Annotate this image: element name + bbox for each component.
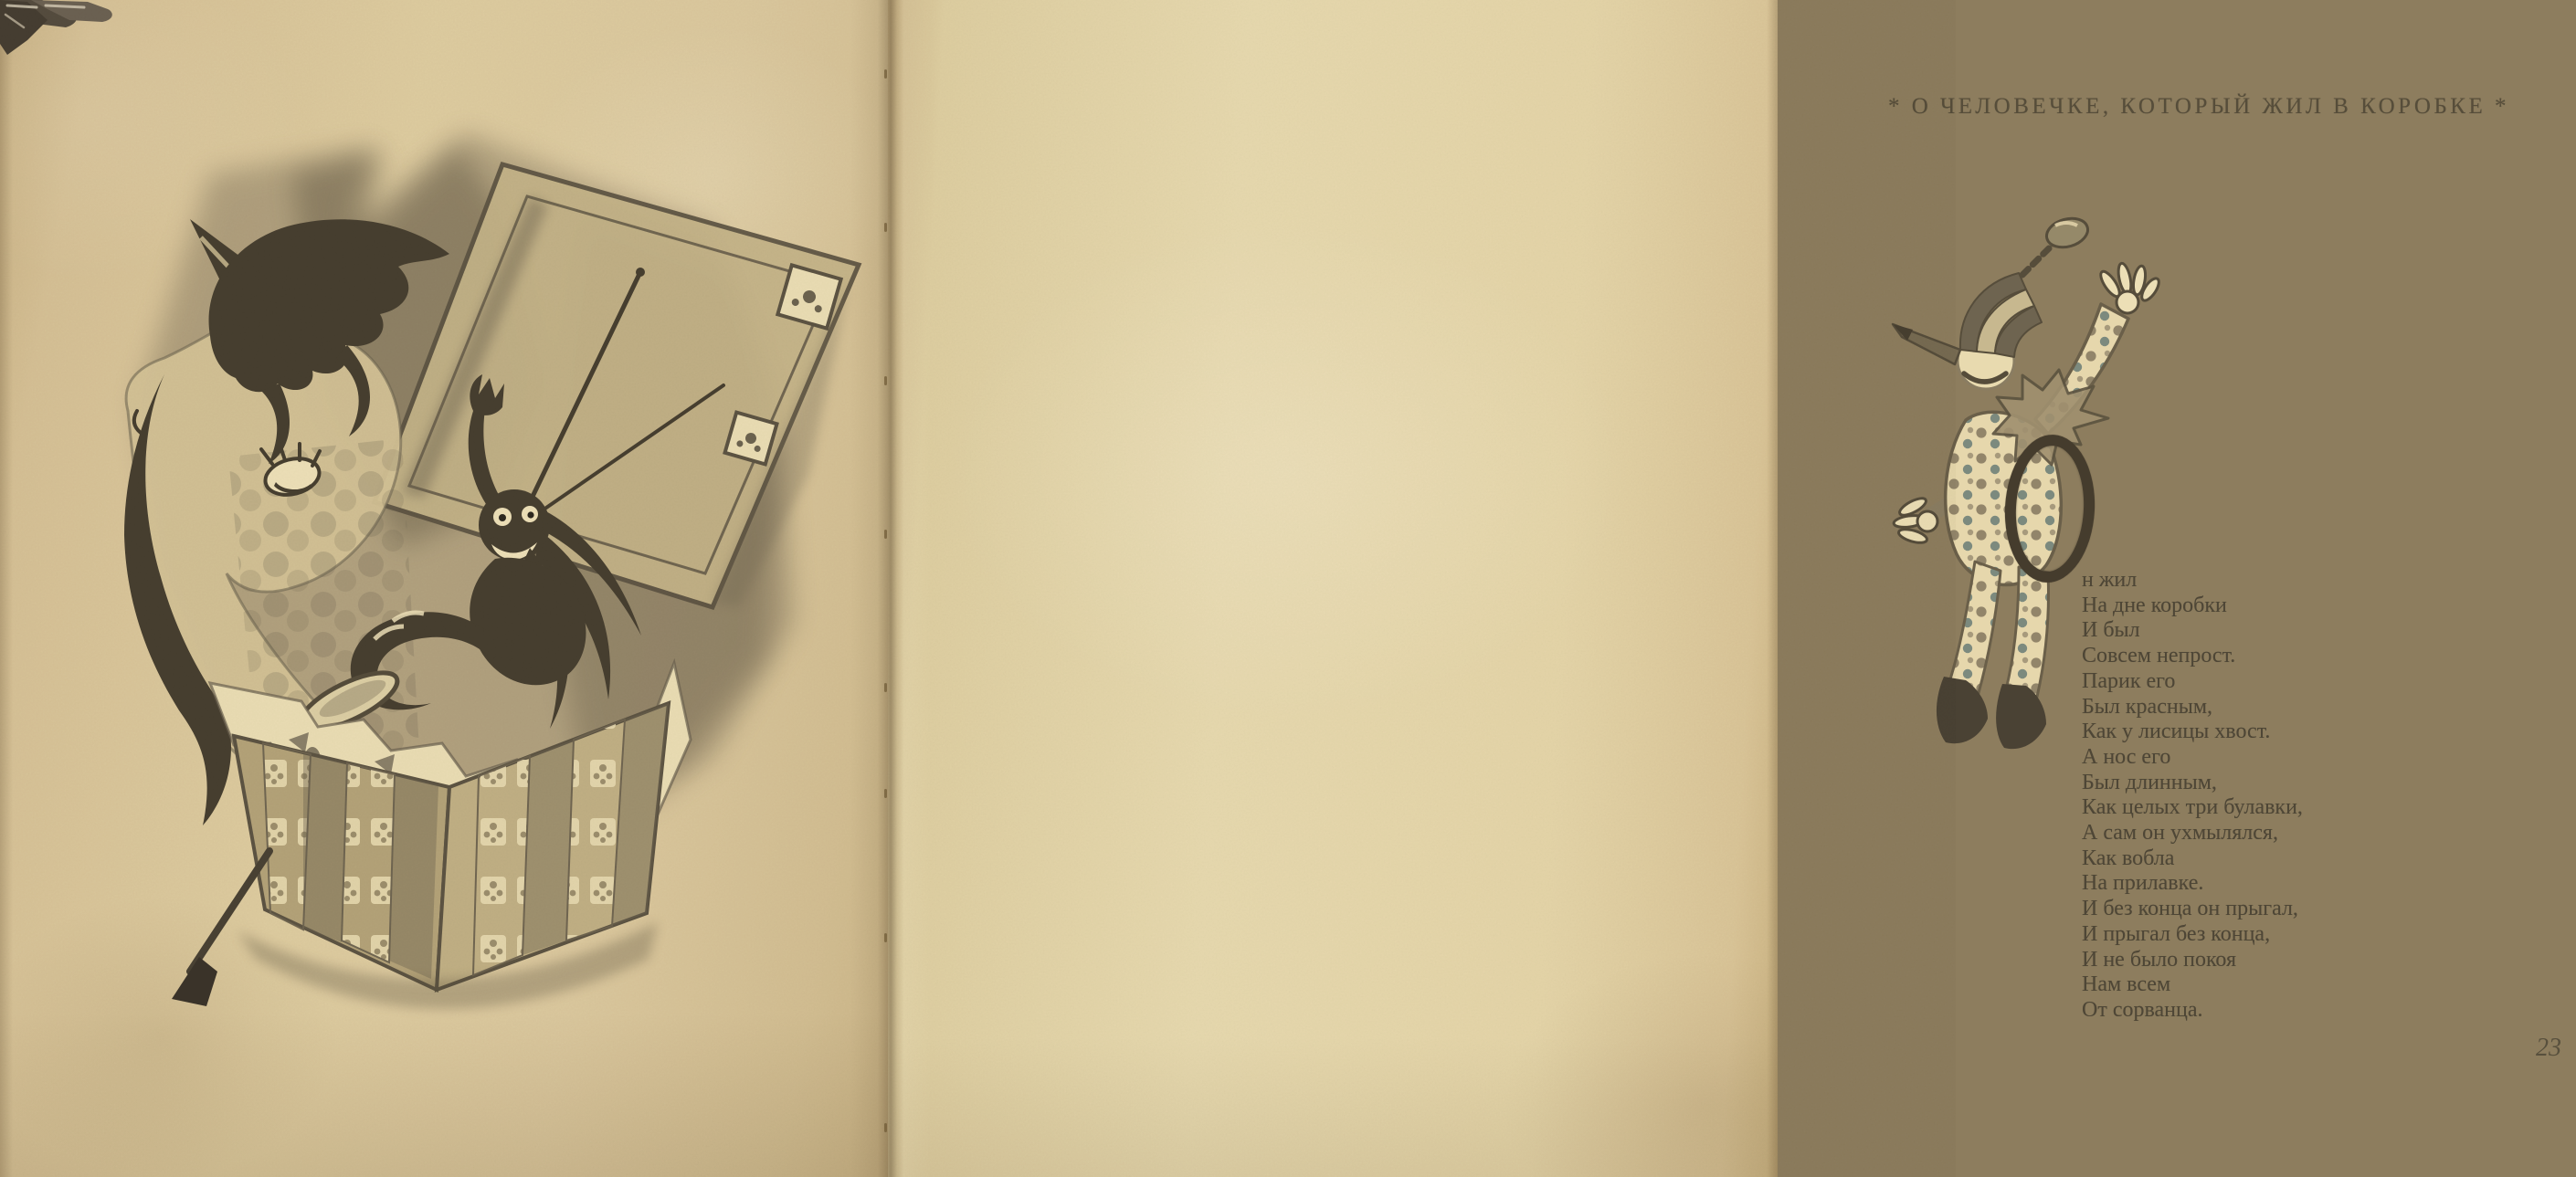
poem-line: От сорванца.	[2082, 997, 2203, 1022]
poem-line: н жил	[2082, 568, 2138, 592]
poem-line: На дне коробки	[2082, 593, 2227, 617]
poem-line: Совсем непрост.	[2082, 644, 2236, 668]
page-title: * О ЧЕЛОВЕЧКЕ, КОТОРЫЙ ЖИЛ В КОРОБКЕ *	[1887, 94, 2509, 119]
right-page	[888, 0, 2561, 1177]
poem	[2082, 568, 2465, 1024]
poem-line: А нос его	[2082, 744, 2171, 769]
clown-nose	[1893, 324, 1960, 364]
poem-line: Нам всем	[2082, 972, 2171, 997]
clown-hat	[1960, 273, 2042, 357]
lid-ornament-square	[777, 265, 840, 328]
umbrella-stick	[172, 851, 269, 1006]
poem-line: Был красным,	[2082, 694, 2213, 719]
jack-in-the-box-illustration	[73, 110, 822, 1023]
page-edge-left	[0, 0, 13, 1177]
poem-line: Был длинным,	[2082, 770, 2217, 794]
poem-line: И был	[2082, 618, 2140, 643]
poem-line: А сам он ухмылялся,	[2082, 821, 2278, 846]
poem-line: На прилавке.	[2082, 871, 2204, 896]
poem-line: Парик его	[2082, 668, 2176, 693]
page-edge-right	[1767, 0, 1778, 1177]
page-number: 23	[2536, 1034, 2561, 1062]
pom-pom-antenna	[2022, 214, 2091, 275]
poem-line: Как целых три булавки,	[2082, 795, 2303, 820]
binder-clip	[0, 0, 128, 100]
poem-line: Как у лисицы хвост.	[2082, 720, 2271, 744]
clown-left-hand	[1893, 495, 1937, 545]
poem-line: Как вобла	[2082, 846, 2175, 870]
poem-line: И не было покоя	[2082, 947, 2237, 972]
poem-line: И без конца он прыгал,	[2082, 897, 2298, 921]
left-page	[0, 0, 888, 1177]
lid-ornament-square	[725, 413, 777, 465]
poem-line: И прыгал без конца,	[2082, 921, 2271, 946]
